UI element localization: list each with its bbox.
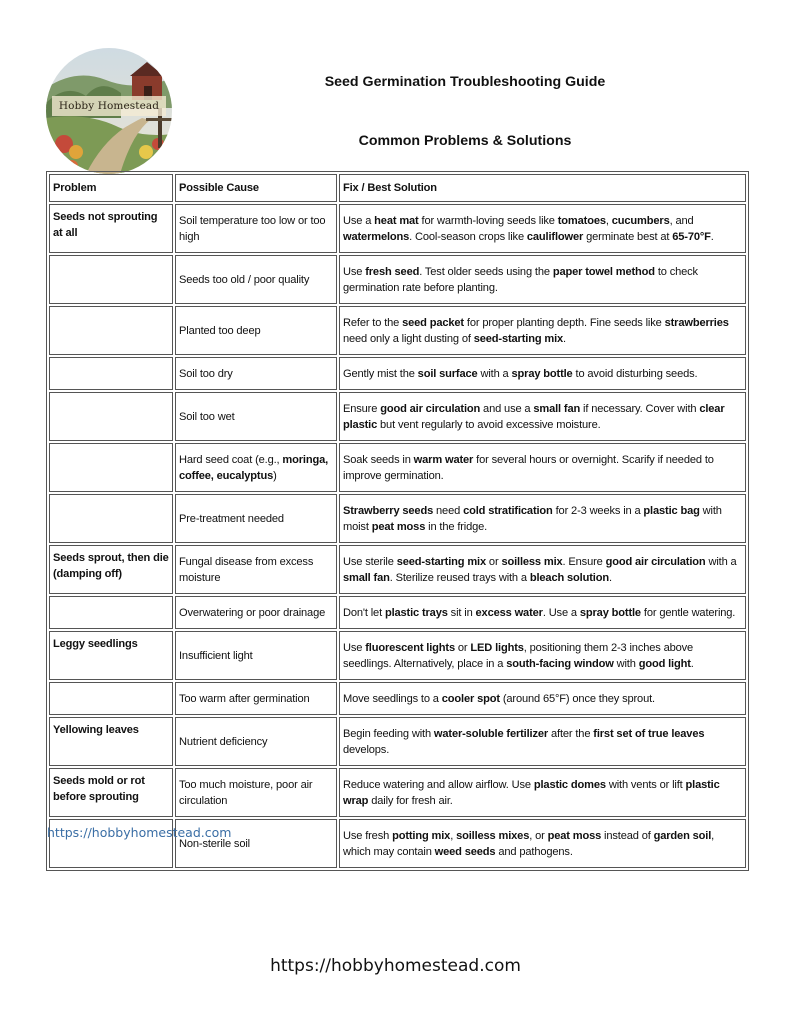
text-span: need only a light dusting of	[343, 332, 474, 345]
cause-cell	[175, 631, 337, 680]
bold-text: seed packet	[402, 316, 464, 329]
fix-cell	[339, 392, 746, 441]
cause-cell	[175, 392, 337, 441]
text-span: , and	[669, 214, 694, 227]
problem-cell	[49, 255, 173, 304]
text-span: . Sterilize reused trays with a	[389, 571, 530, 584]
bold-text: spray bottle	[579, 606, 641, 619]
bold-text: small fan	[533, 402, 581, 415]
bold-text: peat moss	[371, 520, 426, 533]
problem-cell	[49, 682, 173, 715]
text-span: and pathogens.	[495, 845, 573, 858]
problem-cell: Leggy seedlings	[49, 631, 173, 680]
problem-cell	[49, 392, 173, 441]
cause-cell	[175, 596, 337, 629]
table-row	[49, 631, 746, 680]
text-span: . Ensure	[562, 555, 606, 568]
text-span: and use a	[480, 402, 534, 415]
bold-text: warm water	[413, 453, 474, 466]
text-span: Gently mist the	[343, 367, 418, 380]
text-span: after the	[548, 727, 594, 740]
problem-cell	[49, 596, 173, 629]
text-span: with vents or lift	[605, 778, 686, 791]
bold-text: good air circulation	[380, 402, 481, 415]
text-span: , or	[529, 829, 548, 842]
fix-cell	[339, 717, 746, 766]
table-row	[49, 717, 746, 766]
text-span: Pre-treatment needed	[179, 512, 284, 525]
table-row	[49, 204, 746, 253]
header-fix: Fix / Best Solution	[339, 174, 746, 202]
logo	[46, 48, 172, 174]
text-span: , which may contain	[343, 829, 715, 858]
text-span: need	[433, 504, 464, 517]
text-span: in the fridge.	[425, 520, 488, 533]
bold-text: seed-starting mix	[396, 555, 486, 568]
bold-text: Strawberry seeds	[343, 504, 434, 517]
problem-cell: Yellowing leaves	[49, 717, 173, 766]
text-span: or	[486, 555, 502, 568]
bold-text: cauliflower	[526, 230, 584, 243]
bold-text: moringa, coffee, eucalyptus	[179, 453, 329, 482]
table-header-row	[49, 174, 746, 202]
bold-text: spray bottle	[511, 367, 573, 380]
text-span: for 2-3 weeks in a	[552, 504, 644, 517]
fix-cell	[339, 682, 746, 715]
text-span: Fungal disease from excess moisture	[179, 555, 314, 584]
text-span: Soil too wet	[179, 410, 235, 423]
cause-cell	[175, 306, 337, 355]
text-span: .	[563, 332, 566, 345]
table-row	[49, 306, 746, 355]
text-span: . Test older seeds using the	[419, 265, 553, 278]
table-row	[49, 545, 746, 594]
bold-text: cooler spot	[441, 692, 500, 705]
text-span: Non-sterile soil	[179, 837, 250, 850]
text-span: . Cool-season crops like	[409, 230, 527, 243]
header-problem: Problem	[49, 174, 173, 202]
text-span: for gentle watering.	[640, 606, 736, 619]
fix-cell	[339, 494, 746, 543]
problem-cell: Seeds sprout, then die (damping off)	[49, 545, 173, 594]
bold-text: LED lights	[470, 641, 524, 654]
fix-cell	[339, 443, 746, 492]
text-span: Use sterile	[343, 555, 397, 568]
table-row	[49, 494, 746, 543]
text-span: Use	[343, 641, 366, 654]
text-span: Nutrient deficiency	[179, 735, 268, 748]
bold-text: seed-starting mix	[473, 332, 564, 345]
text-span: if necessary. Cover with	[580, 402, 700, 415]
cause-cell	[175, 443, 337, 492]
bold-text: potting mix	[392, 829, 451, 842]
bold-text: small fan	[343, 571, 390, 584]
bold-text: good air circulation	[605, 555, 706, 568]
table-row	[49, 392, 746, 441]
bold-text: fluorescent lights	[365, 641, 455, 654]
text-span: with a	[705, 555, 737, 568]
bold-text: excess water	[475, 606, 543, 619]
bold-text: bleach solution	[529, 571, 609, 584]
bold-text: cucumbers	[611, 214, 670, 227]
bold-text: plastic trays	[384, 606, 448, 619]
problem-cell: Seeds mold or rot before sprouting	[49, 768, 173, 817]
table-row	[49, 255, 746, 304]
bold-text: peat moss	[547, 829, 602, 842]
text-span: Soil temperature too low or too high	[179, 214, 326, 243]
bold-text: watermelons	[343, 230, 410, 243]
bold-text: paper towel method	[552, 265, 655, 278]
troubleshooting-table	[46, 171, 749, 871]
problem-cell	[49, 306, 173, 355]
text-span: Too much moisture, poor air circulation	[179, 778, 313, 807]
text-span: Overwatering or poor drainage	[179, 606, 326, 619]
cause-cell	[175, 255, 337, 304]
fix-cell	[339, 596, 746, 629]
bold-text: water-soluble fertilizer	[433, 727, 549, 740]
text-span: Move seedlings to a	[343, 692, 442, 705]
text-span: develops.	[343, 743, 390, 756]
fix-cell	[339, 255, 746, 304]
table-row	[49, 357, 746, 390]
bold-text: good light	[638, 657, 691, 670]
problem-cell	[49, 357, 173, 390]
bold-text: cold stratification	[463, 504, 553, 517]
bold-text: soilless mixes	[456, 829, 530, 842]
text-span: .	[690, 657, 694, 670]
document-title: Seed Germination Troubleshooting Guide	[324, 74, 606, 90]
text-span: sit in	[447, 606, 476, 619]
text-span: ,	[450, 829, 457, 842]
cause-cell	[175, 768, 337, 817]
problem-cell	[49, 443, 173, 492]
cause-cell	[175, 357, 337, 390]
bold-text: first set of true leaves	[593, 727, 705, 740]
text-span: to check germination rate before planting.	[343, 265, 698, 294]
cause-cell	[175, 717, 337, 766]
footer-url: https://hobbyhomestead.com	[270, 956, 521, 976]
bold-text: plastic domes	[533, 778, 606, 791]
problem-cell	[49, 494, 173, 543]
text-span: Begin feeding with	[343, 727, 434, 740]
bold-text: clear plastic	[343, 402, 725, 431]
fix-cell	[339, 819, 746, 868]
text-span: for proper planting depth. Fine seeds like	[463, 316, 665, 329]
bold-text: plastic wrap	[343, 778, 720, 807]
fix-cell	[339, 306, 746, 355]
bold-text: strawberries	[664, 316, 729, 329]
text-span: .	[710, 230, 714, 243]
fix-cell	[339, 545, 746, 594]
text-span: to avoid disturbing seeds.	[572, 367, 698, 380]
footer-link[interactable]: https://hobbyhomestead.com	[47, 825, 232, 840]
bold-text: 65-70°F	[672, 230, 711, 243]
problem-cell: Seeds not sprouting at all	[49, 204, 173, 253]
document-subtitle: Common Problems & Solutions	[358, 133, 572, 149]
text-span: Use a	[343, 214, 375, 227]
fix-cell	[339, 357, 746, 390]
table-row	[49, 682, 746, 715]
text-span: Soil too dry	[179, 367, 233, 380]
text-span: , positioning them 2-3 inches above seedlings. Alternatively, place in a	[343, 641, 694, 670]
fix-cell	[339, 204, 746, 253]
text-span: germinate best at	[583, 230, 673, 243]
cause-cell	[175, 545, 337, 594]
bold-text: fresh seed	[365, 265, 420, 278]
text-span: daily for fresh air.	[368, 794, 453, 807]
bold-text: weed seeds	[434, 845, 496, 858]
bold-text: south-facing window	[506, 657, 614, 670]
cause-cell	[175, 494, 337, 543]
text-span: )	[273, 469, 277, 482]
text-span: Too warm after germination	[179, 692, 310, 705]
text-span: Seeds too old / poor quality	[179, 273, 310, 286]
text-span: .	[608, 571, 612, 584]
text-span: with moist	[343, 504, 722, 533]
text-span: Refer to the	[343, 316, 403, 329]
text-span: with	[613, 657, 639, 670]
cause-cell	[175, 204, 337, 253]
header-possible-cause: Possible Cause	[175, 174, 337, 202]
text-span: but vent regularly to avoid excessive moisture.	[377, 418, 601, 431]
text-span: Use	[343, 265, 366, 278]
text-span: Ensure	[343, 402, 381, 415]
text-span: . Use a	[542, 606, 580, 619]
text-span: for warmth-loving seeds like	[418, 214, 558, 227]
bold-text: garden soil	[653, 829, 712, 842]
cause-cell	[175, 682, 337, 715]
text-span: Use fresh	[343, 829, 393, 842]
bold-text: soilless mix	[501, 555, 563, 568]
bold-text: heat mat	[374, 214, 419, 227]
bold-text: plastic bag	[643, 504, 700, 517]
fix-cell	[339, 768, 746, 817]
text-span: Planted too deep	[179, 324, 261, 337]
bold-text: soil surface	[417, 367, 478, 380]
table-row	[49, 768, 746, 817]
text-span: Soak seeds in	[343, 453, 414, 466]
text-span: with a	[477, 367, 512, 380]
fix-cell	[339, 631, 746, 680]
text-span: Reduce watering and allow airflow. Use	[343, 778, 534, 791]
text-span: ,	[605, 214, 612, 227]
text-span: Insufficient light	[179, 649, 253, 662]
text-span: Hard seed coat (e.g.,	[179, 453, 283, 466]
text-span: Don't let	[343, 606, 385, 619]
text-span: or	[454, 641, 471, 654]
bold-text: tomatoes	[557, 214, 606, 227]
text-span: for several hours or overnight. Scarify if needed to improve germination.	[343, 453, 714, 482]
text-span: instead of	[601, 829, 654, 842]
table-row	[49, 443, 746, 492]
table-row	[49, 596, 746, 629]
logo-text: Hobby Homestead	[58, 100, 160, 112]
text-span: (around 65°F) once they sprout.	[499, 692, 655, 705]
